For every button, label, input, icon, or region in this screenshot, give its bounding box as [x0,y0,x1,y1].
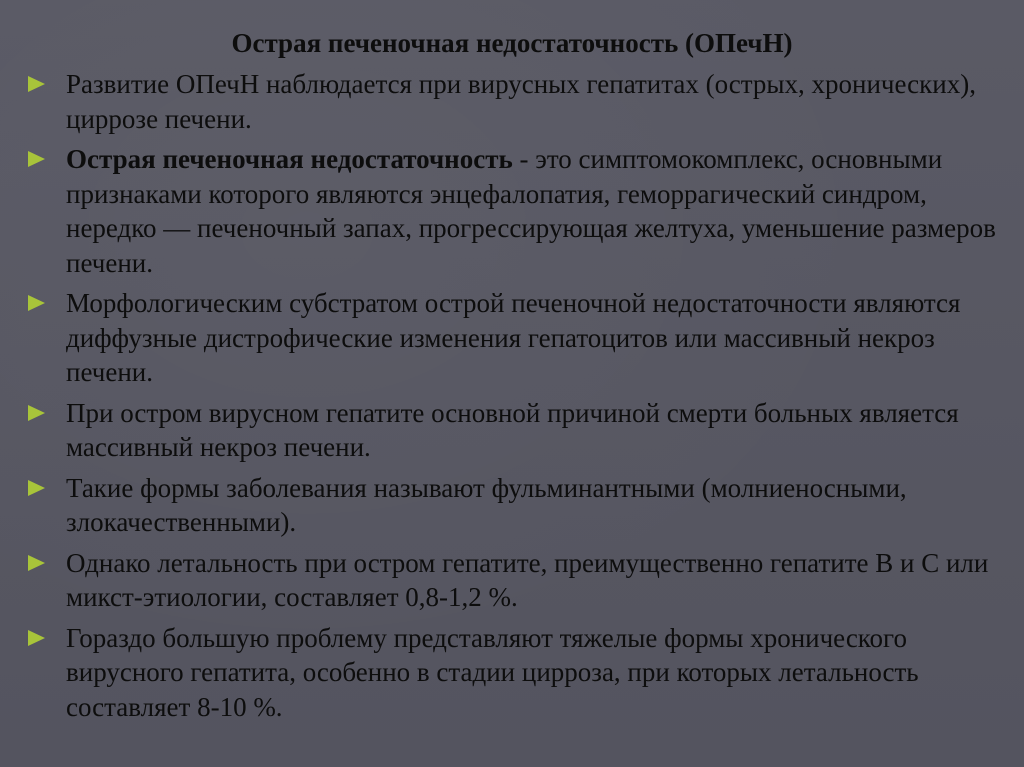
triangle-right-icon [28,555,45,571]
bullet-text: Морфологическим субстратом острой печеночной недостаточности являются диффузные дистрофические изменения гепатоцитов или массивный некроз печени. [66,288,961,387]
triangle-right-icon [28,295,45,311]
bullet-text: Гораздо большую проблему представляют тяжелые формы хронического вирусного гепатита, особенно в стадии цирроза, при которых летальность составляет 8-10 %. [66,622,919,722]
bullet-item-3 [26,286,1006,390]
bullet-bold-term: Острая печеночная недостаточность [66,144,513,174]
bullet-item-2 [26,142,1006,280]
slide-title: Острая печеночная недостаточность (ОПечН) [231,28,793,58]
triangle-right-icon [28,405,45,421]
triangle-right-icon [28,630,45,646]
bullet-item-4 [26,396,1006,465]
bullet-item-5 [26,471,1006,540]
bullet-text: При остром вирусном гепатите основной причиной смерти больных является массивный некроз печени. [66,397,959,462]
bullet-list [26,67,1006,730]
bullet-text: Развитие ОПечН наблюдается при вирусных гепатитах (острых, хронических), циррозе печени. [66,69,976,134]
bullet-item-1 [26,67,1006,136]
bullet-item-7 [26,621,1006,725]
bullet-item-6 [26,546,1006,615]
bullet-text: Такие формы заболевания называют фульминантными (молниеносными, злокачественными). [66,472,907,537]
bullet-text: Однако летальность при остром гепатите, преимущественно гепатите В и С или микст-этиологии, составляет 0,8-1,2 %. [66,547,989,612]
triangle-right-icon [28,151,45,167]
triangle-right-icon [28,76,45,92]
triangle-right-icon [28,480,45,496]
bullet-text: - это симптомокомплекс, основными признаками которого являются энцефалопатия, геморрагический синдром, нередко — печеночный запах, прогрессирующая желтуха, уменьшение размеров печени. [66,144,996,278]
